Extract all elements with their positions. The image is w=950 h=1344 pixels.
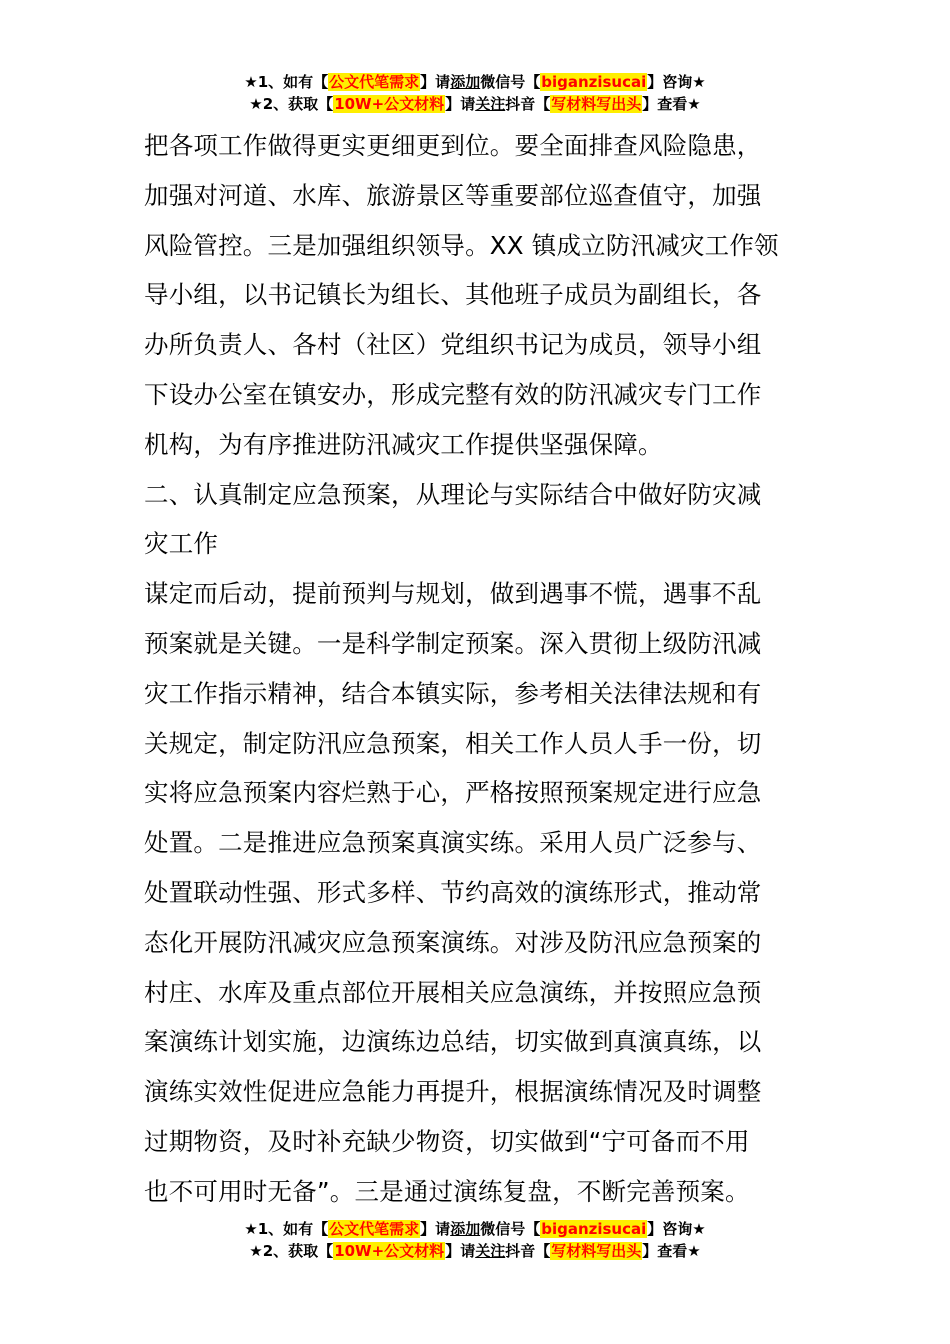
footer-banner [0,1218,950,1262]
body-line: 预案就是关键。一是科学制定预案。深入贯彻上级防汛减 [144,628,762,658]
body-line: 处置联动性强、形式多样、节约高效的演练形式，推动常 [144,877,762,907]
highlight-service: 公文代笔需求 [329,73,420,91]
highlight-materials: 10W+公文材料 [334,95,445,113]
body-line: 办所负责人、各村（社区）党组织书记为成员，领导小组 [144,330,762,360]
banner-text: 】查看★ [642,95,701,113]
body-line: 机构，为有序推进防汛减灾工作提供坚强保障。 [144,429,663,459]
highlight-douyin-account: 写材料写出头 [551,95,642,113]
highlight-wechat-id: biganzisucai [541,73,647,91]
section-heading-line: 灾工作 [144,529,219,559]
body-line: 灾工作指示精神，结合本镇实际，参考相关法律法规和有 [144,678,762,708]
banner-text: 】咨询★ [647,73,706,91]
highlight-service: 公文代笔需求 [329,1220,420,1238]
body-line: 加强对河道、水库、旅游景区等重要部位巡查值守，加强 [144,180,762,210]
body-line: 处置。二是推进应急预案真演实练。采用人员广泛参与、 [144,828,762,858]
banner-text: 抖音【 [505,1242,551,1260]
banner-line-2 [0,93,950,115]
header-banner [0,71,950,115]
section-heading-line: 二、认真制定应急预案，从理论与实际结合中做好防灾减 [144,479,762,509]
banner-text: 】咨询★ [647,1220,706,1238]
body-line: 演练实效性促进应急能力再提升，根据演练情况及时调整 [144,1077,762,1107]
body-line: 导小组，以书记镇长为组长、其他班子成员为副组长，各 [144,280,762,310]
body-line: 谋定而后动，提前预判与规划，做到遇事不慌，遇事不乱 [144,579,762,609]
banner-text: 】查看★ [642,1242,701,1260]
body-line: 案演练计划实施，边演练边总结，切实做到真演真练，以 [144,1027,762,1057]
body-line: 把各项工作做得更实更细更到位。要全面排查风险隐患， [144,131,762,160]
highlight-douyin-account: 写材料写出头 [551,1242,642,1260]
banner-text: ★2、获取【 [249,95,334,113]
highlight-materials: 10W+公文材料 [334,1242,445,1260]
body-line: 关规定，制定防汛应急预案，相关工作人员人手一份，切 [144,728,762,758]
banner-line-2 [0,1240,950,1262]
banner-text: 抖音【 [505,95,551,113]
banner-text: ★1、如有【 [244,1220,329,1238]
body-line: 下设办公室在镇安办，形成完整有效的防汛减灾专门工作 [144,379,762,409]
banner-text: 】请 [445,1242,476,1260]
banner-text: ★1、如有【 [244,73,329,91]
body-line: 也不可用时无备”。三是通过演练复盘，不断完善预案。 [144,1176,750,1206]
underlined-text: 关注 [475,1242,506,1260]
banner-text: ★2、获取【 [249,1242,334,1260]
document-body [144,121,834,1217]
banner-text: 】请 [445,95,476,113]
banner-text: 】请 [420,73,451,91]
banner-line-1 [0,1218,950,1240]
body-line: 实将应急预案内容烂熟于心，严格按照预案规定进行应急 [144,778,762,808]
banner-text: 微信号【 [480,73,541,91]
body-line: 过期物资，及时补充缺少物资，切实做到“宁可备而不用 [144,1126,750,1156]
underlined-text: 添加 [450,73,481,91]
highlight-wechat-id: biganzisucai [541,1220,647,1238]
body-line: 态化开展防汛减灾应急预案演练。对涉及防汛应急预案的 [144,927,762,957]
body-line: 风险管控。三是加强组织领导。XX 镇成立防汛减灾工作领 [144,230,779,260]
banner-text: 】请 [420,1220,451,1238]
underlined-text: 添加 [450,1220,481,1238]
body-line: 村庄、水库及重点部位开展相关应急演练，并按照应急预 [144,977,762,1007]
underlined-text: 关注 [475,95,506,113]
banner-text: 微信号【 [480,1220,541,1238]
banner-line-1 [0,71,950,93]
